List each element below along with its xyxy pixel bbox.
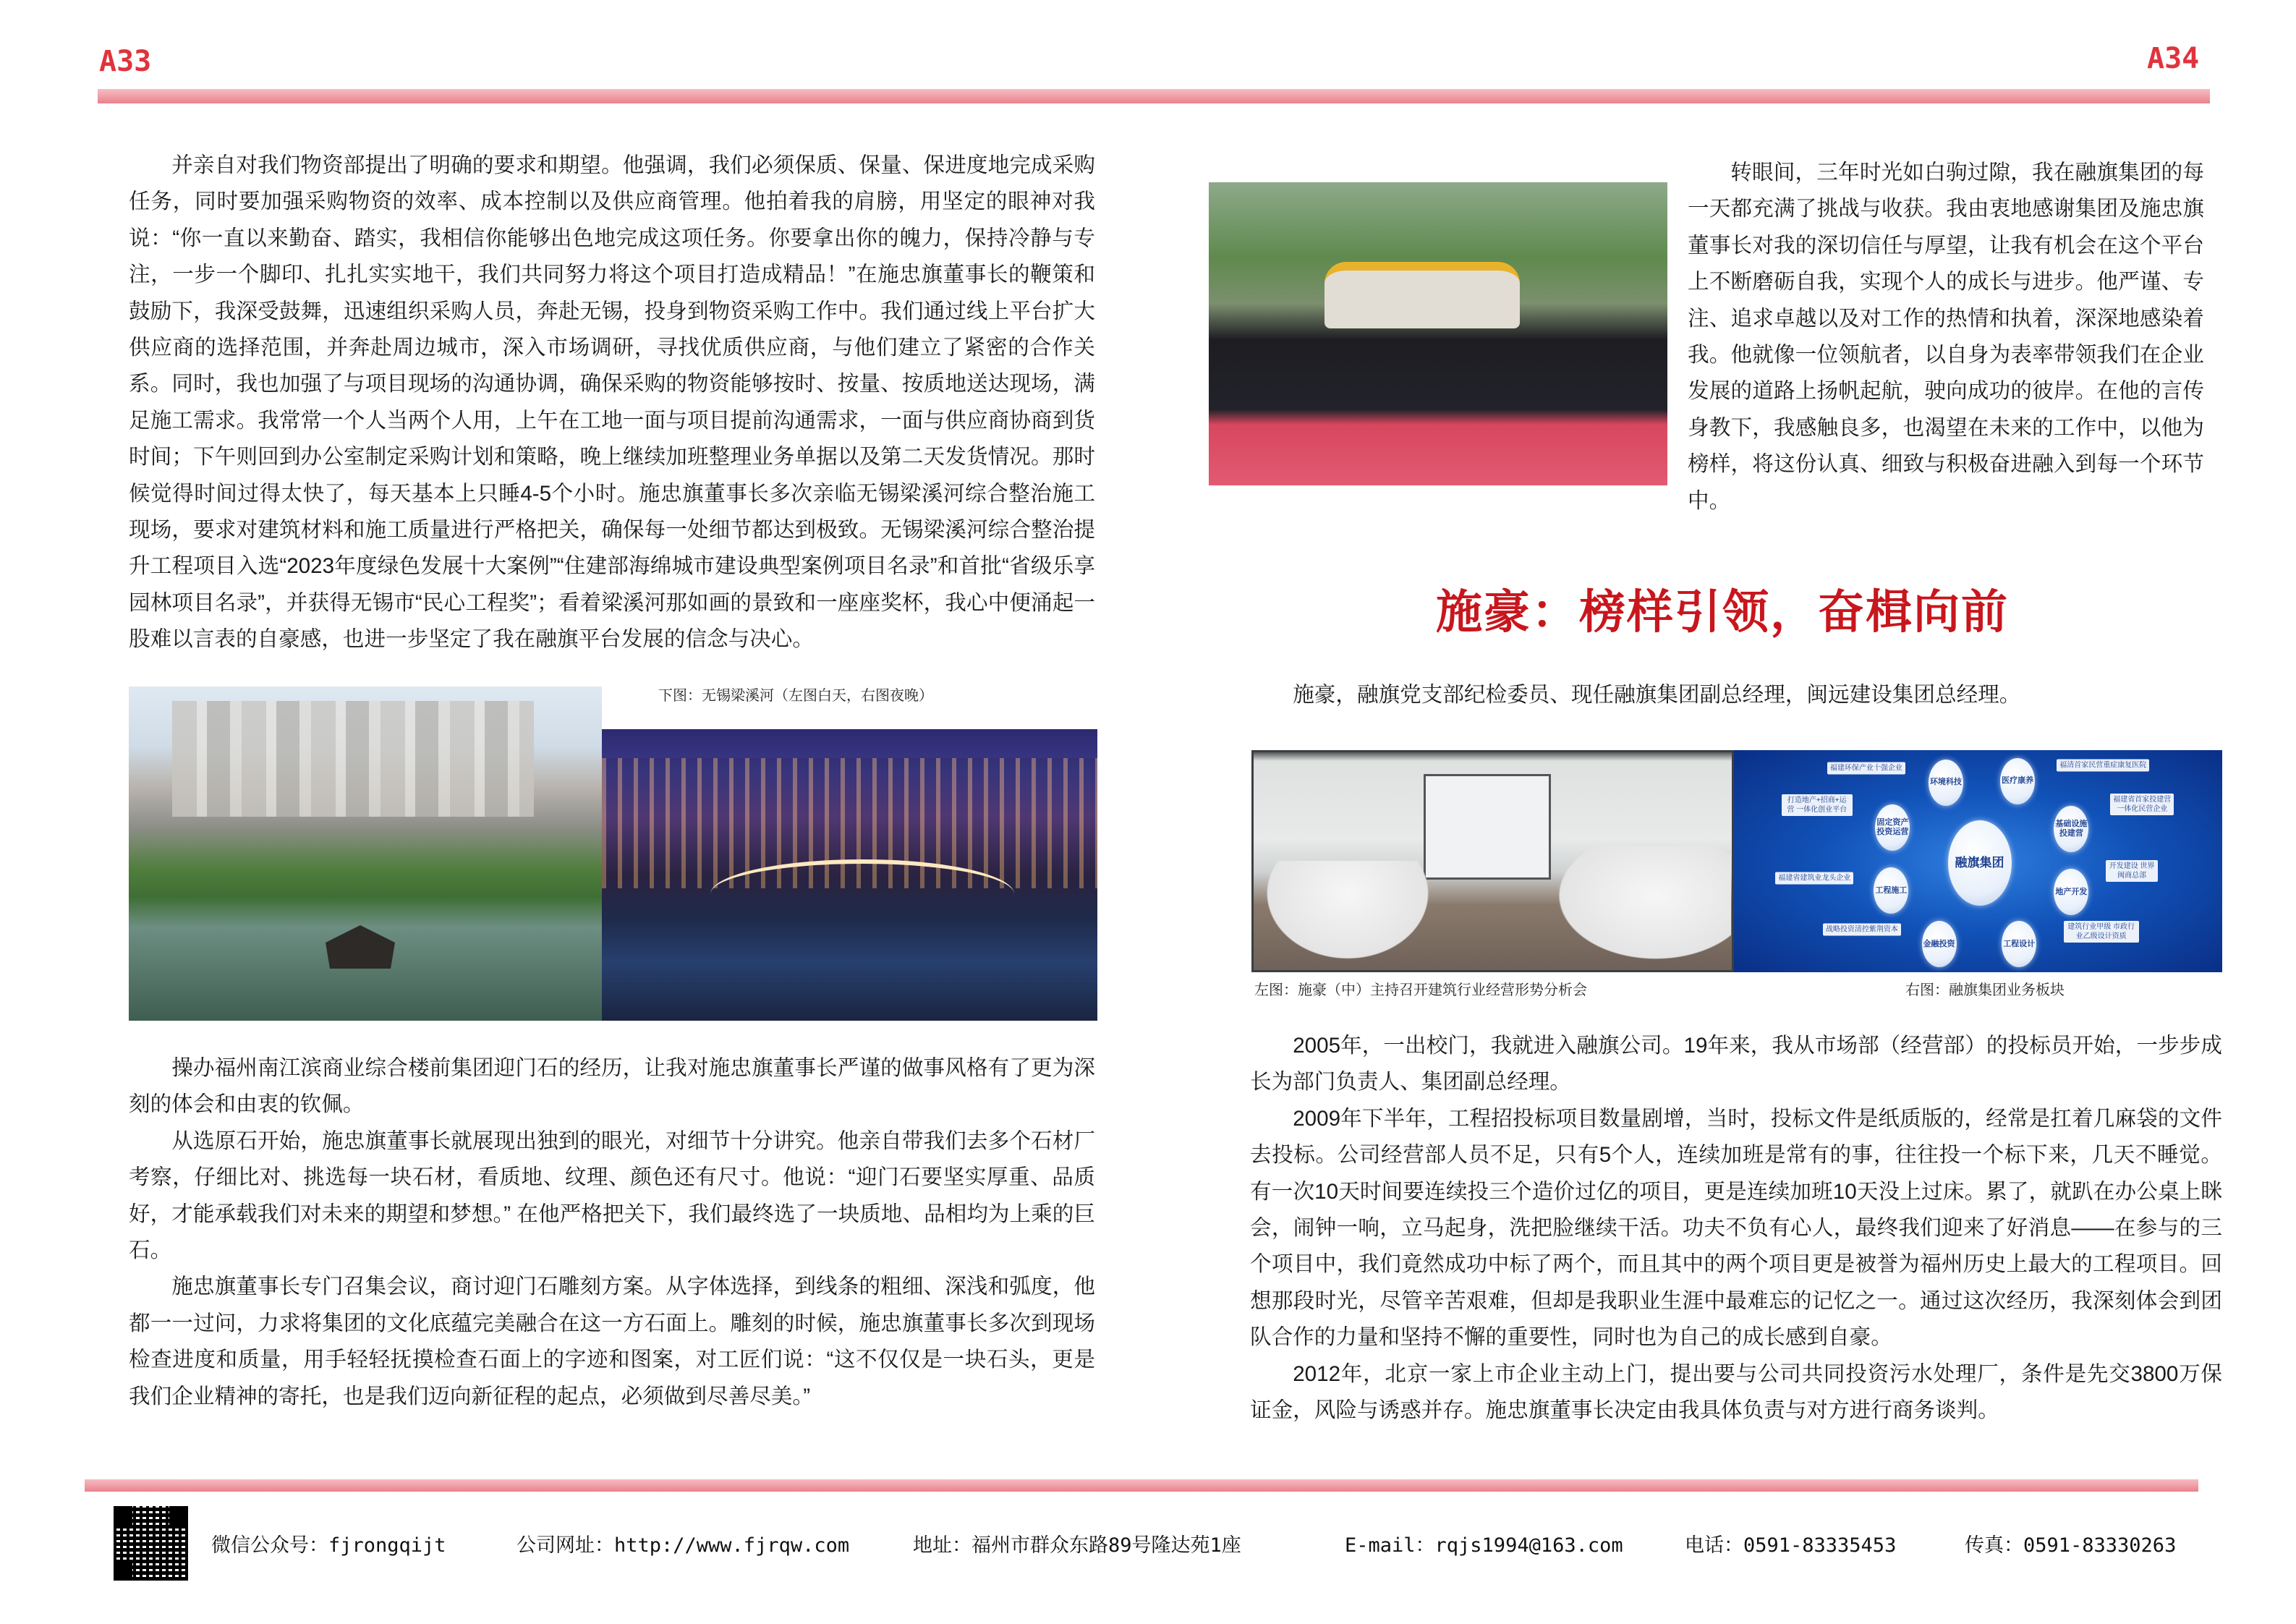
paragraph: 并亲自对我们物资部提出了明确的要求和期望。他强调，我们必须保质、保量、保进度地完成采购任务，同时要加强采购物资的效率、成本控制以及供应商管理。他拍着我的肩膀，用坚定的眼神对我说：“你一直以来勤奋、踏实，我相信你能够出色地完成这项任务。你要拿出你的魄力，保持冷静与专注，一步一个脚印、扎扎实实地干，我们共同努力将这个项目打造成精品！”在施忠旗董事长的鞭策和鼓励下，我深受鼓舞，迅速组织采购人员，奔赴无锡，投身到物资采购工作中。我们通过线上平台扩大供应商的选择范围，并奔赴周边城市，深入市场调研，寻找优质供应商，与他们建立了紧密的合作关系。同时，我也加强了与项目现场的沟通协调，确保采购的物资能够按时、按量、按质地送达现场，满足施工需求。我常常一个人当两个人用，上午在工地一面与项目提前沟通需求，一面与供应商协商到货时间；下午则回到办公室制定采购计划和策略，晚上继续加班整理业务单据以及第二天发货情况。那时候觉得时间过得太快了，每天基本上只睡4-5个小时。施忠旗董事长多次亲临无锡梁溪河综合整治施工现场，要求对建筑材料和施工质量进行严格把关，确保每一处细节都达到极致。无锡梁溪河综合整治提升工程项目入选“2023年度绿色发展十大案例”“住建部海绵城市建设典型案例项目名录”和首批“省级乐享园林项目名录”，并获得无锡市“民心工程奖”；看着梁溪河那如画的景致和一座座奖杯，我心中便涌起一股难以言表的自豪感，也进一步坚定了我在融旗平台发展的信念与决心。 bbox=[129, 153, 1095, 652]
footer-phone: 电话：0591-83335453 bbox=[1685, 1534, 1897, 1557]
page-number-right: A34 bbox=[2147, 42, 2200, 75]
paragraph: 2009年下半年，工程招投标项目数量剧增，当时，投标文件是纸质版的，经常是扛着几麻袋的文件去投标。公司经营部人员不足，只有5个人，连续加班是常有的事，往往投一个标下来，几天不睡觉。有一次10天时间要连续投三个造价过亿的项目，更是连续加班10天没上过床。累了，就趴在办公桌上眯会，闹钟一响，立马起身，洗把脸继续干活。功夫不负有心人，最终我们迎来了好消息——在参与的三个项目中，我们竟然成功中标了两个，而且其中的两个项目更是被誉为福州历史上最大的工程项目。回想那段时光，尽管辛苦艰难，但却是我职业生涯中最难忘的记忆之一。通过这次经历，我深刻体会到团队合作的力量和坚持不懈的重要性，同时也为自己的成长感到自豪。 bbox=[1250, 1106, 2222, 1350]
diagram-node: 工程施工 bbox=[1874, 867, 1908, 914]
diagram-label: 福建省建筑业龙头企业 bbox=[1775, 872, 1853, 884]
group-photo bbox=[1209, 182, 1667, 485]
diagram-label: 建筑行业甲级 市政行业乙级设计资质 bbox=[2064, 921, 2139, 943]
wechat-qr-code[interactable] bbox=[114, 1506, 188, 1581]
footer-fax: 传真：0591-83330263 bbox=[1965, 1534, 2177, 1557]
meeting-photo bbox=[1251, 750, 1734, 972]
paragraph: 2012年，北京一家上市企业主动上门，提出要与公司共同投资污水处理厂，条件是先交3800万保证金，风险与诱惑并存。施忠旗董事长决定由我具体负责与对方进行商务谈判。 bbox=[1250, 1361, 2222, 1423]
diagram-center-node: 融旗集团 bbox=[1948, 820, 2012, 906]
diagram-node: 地产开发 bbox=[2054, 869, 2088, 915]
diagram-label: 福建省首家投建营 一体化民营企业 bbox=[2110, 794, 2174, 815]
river-night-photo bbox=[602, 729, 1097, 1021]
footer-email[interactable]: E-mail：rqjs1994@163.com bbox=[1345, 1534, 1623, 1557]
header-divider-bar bbox=[98, 89, 2210, 103]
paragraph: 操办福州南江滨商业综合楼前集团迎门石的经历，让我对施忠旗董事长严谨的做事风格有了更为深刻的体会和由衷的钦佩。 bbox=[129, 1056, 1095, 1117]
paragraph: 施豪，融旗党支部纪检委员、现任融旗集团副总经理，闽远建设集团总经理。 bbox=[1293, 683, 2021, 707]
diagram-node: 基础设施投建营 bbox=[2054, 806, 2088, 852]
right-article-bottom bbox=[1250, 1028, 2222, 1429]
left-article-top bbox=[129, 148, 1095, 658]
page-number-left: A33 bbox=[99, 45, 152, 78]
diagram-caption: 右图：融旗集团业务板块 bbox=[1905, 982, 2065, 998]
lit-bridge bbox=[710, 859, 1014, 929]
meeting-photo-caption: 左图：施豪（中）主持召开建筑行业经营形势分析会 bbox=[1254, 982, 1587, 998]
footer-wechat: 微信公众号：fjrongqijt bbox=[211, 1534, 446, 1557]
diagram-node: 医疗康养 bbox=[2000, 758, 2035, 804]
projector-screen bbox=[1424, 774, 1551, 880]
diagram-node: 金融投资 bbox=[1922, 921, 1957, 967]
left-article-bottom bbox=[129, 1050, 1095, 1415]
river-photo-caption: 下图：无锡梁溪河（左图白天，右图夜晚） bbox=[658, 688, 933, 704]
diagram-label: 福清首家民营重症康复医院 bbox=[2057, 760, 2149, 772]
attendees-right bbox=[1543, 846, 1731, 969]
attendees-left bbox=[1254, 861, 1442, 969]
footer-address: 地址：福州市群众东路89号隆达苑1座 bbox=[913, 1534, 1241, 1557]
diagram-label: 福建环保产业十强企业 bbox=[1827, 762, 1905, 774]
paragraph: 2005年，一出校门，我就进入融旗公司。19年来，我从市场部（经营部）的投标员开始，一步步成长为部门负责人、集团副总经理。 bbox=[1250, 1034, 2222, 1094]
river-day-photo bbox=[129, 686, 602, 1021]
diagram-label: 开发建设 世界闽商总部 bbox=[2106, 860, 2158, 882]
section-title: 施豪：榜样引领，奋楫向前 bbox=[1436, 586, 2009, 638]
business-segments-diagram bbox=[1734, 750, 2222, 972]
profile-intro bbox=[1250, 677, 2222, 713]
diagram-label: 打造地产+招商+运营 一体化创业平台 bbox=[1782, 794, 1853, 816]
footer-divider-bar bbox=[85, 1479, 2198, 1492]
diagram-label: 战略投资清控紫荆资本 bbox=[1823, 924, 1901, 936]
diagram-node: 环境科技 bbox=[1929, 760, 1963, 806]
diagram-node: 工程设计 bbox=[2002, 921, 2036, 967]
company-stone bbox=[1325, 262, 1520, 328]
paragraph: 从选原石开始，施忠旗董事长就展现出独到的眼光，对细节十分讲究。他亲自带我们去多个石材厂考察，仔细比对、挑选每一块石材，看质地、纹理、颜色还有尺寸。他说：“迎门石要坚实厚重、品质好，才能承载我们对未来的期望和梦想。” 在他严格把关下，我们最终选了一块质地、品相均为上乘的巨石。 bbox=[129, 1128, 1095, 1263]
paragraph: 施忠旗董事长专门召集会议，商讨迎门石雕刻方案。从字体选择，到线条的粗细、深浅和弧度，他都一一过问，力求将集团的文化底蕴完美融合在这一方石面上。雕刻的时候，施忠旗董事长多次到现场检查进度和质量，用手轻轻抚摸检查石面上的字迹和图案，对工匠们说：“这不仅仅是一块石头，更是我们企业精神的寄托，也是我们迈向新征程的起点，必须做到尽善尽美。” bbox=[129, 1275, 1095, 1408]
footer-website-link[interactable]: 公司网址：http://www.fjrqw.com bbox=[516, 1534, 850, 1557]
diagram-node: 固定资产投资运营 bbox=[1875, 804, 1910, 851]
paragraph: 转眼间，三年时光如白驹过隙，我在融旗集团的每一天都充满了挑战与收获。我由衷地感谢集团及施忠旗董事长对我的深切信任与厚望，让我有机会在这个平台上不断磨砺自我，实现个人的成长与进步。他严谨、专注、追求卓越以及对工作的热情和执着，深深地感染着我。他就像一位领航者，以自身为表率带领我们在企业发展的道路上扬帆起航，驶向成功的彼岸。在他的言传身教下，我感触良多，也渴望在未来的工作中，以他为榜样，将这份认真、细致与积极奋进融入到每一个环节中。 bbox=[1688, 161, 2204, 513]
right-article-top bbox=[1688, 155, 2204, 519]
pavilion bbox=[317, 925, 404, 969]
buildings-day bbox=[172, 701, 534, 817]
